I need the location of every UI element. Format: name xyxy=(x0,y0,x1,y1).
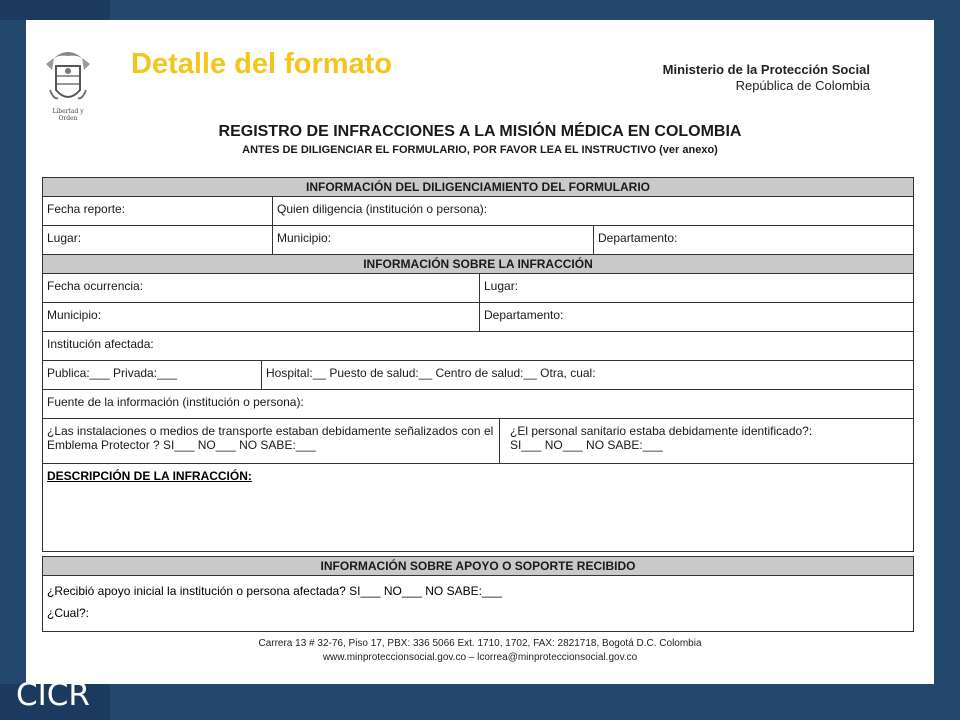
form-row xyxy=(42,274,914,303)
field-lugar: Lugar: xyxy=(47,231,82,245)
form-row xyxy=(42,226,914,255)
footer-web: www.minproteccionsocial.gov.co – lcorrea@minproteccionsocial.gov.co xyxy=(322,652,638,663)
form-row xyxy=(42,390,914,419)
field-institucion-afectada: Institución afectada: xyxy=(47,337,154,351)
form-row xyxy=(42,419,914,464)
field-departamento-infraccion: Departamento: xyxy=(479,303,913,331)
field-personal-identificado xyxy=(499,419,913,463)
field-municipio: Municipio: xyxy=(272,226,593,254)
personal-question: ¿El personal sanitario estaba debidamente identificado?: xyxy=(510,424,813,438)
form-row xyxy=(42,197,914,226)
form-row xyxy=(42,361,914,390)
cicr-logo-text: CICR xyxy=(16,677,90,713)
corner-shade-top xyxy=(0,0,110,20)
ministry-header xyxy=(663,62,870,94)
form-subtitle: ANTES DE DILIGENCIAR EL FORMULARIO, POR FAVOR LEA EL INSTRUCTIVO (ver anexo) xyxy=(242,144,718,156)
field-fecha-ocurrencia: Fecha ocurrencia: xyxy=(47,279,144,293)
field-instalaciones-senalizadas: ¿Las instalaciones o medios de transporte estaban debidamente señalizados con el Emblema Protector ? SI___ NO___ NO SABE:___ xyxy=(47,424,494,452)
field-fecha-reporte: Fecha reporte: xyxy=(47,202,126,216)
personal-options: SI___ NO___ NO SABE:___ xyxy=(510,438,663,452)
section-heading-apoyo: INFORMACIÓN SOBRE APOYO O SOPORTE RECIBIDO xyxy=(42,556,914,576)
field-departamento: Departamento: xyxy=(593,226,913,254)
field-apoyo-recibido xyxy=(42,576,914,632)
field-descripcion: DESCRIPCIÓN DE LA INFRACCIÓN: xyxy=(42,464,914,552)
ministry-name: Ministerio de la Protección Social xyxy=(662,62,870,77)
field-municipio-infraccion: Municipio: xyxy=(47,308,102,322)
field-fuente-informacion: Fuente de la información (institución o persona): xyxy=(47,395,304,409)
seal-caption: Libertad y Orden xyxy=(52,108,84,122)
footer-address: Carrera 13 # 32-76, Piso 17, PBX: 336 5066 Ext. 1710, 1702, FAX: 2821718, Bogotá D.C. Colombia xyxy=(258,638,702,649)
apoyo-cual: ¿Cual?: xyxy=(47,606,90,620)
apoyo-question: ¿Recibió apoyo inicial la institución o persona afectada? SI___ NO___ NO SABE:___ xyxy=(47,584,502,598)
form-image xyxy=(26,20,934,684)
form-title: REGISTRO DE INFRACCIONES A LA MISIÓN MÉDICA EN COLOMBIA xyxy=(218,123,742,140)
field-quien-diligencia: Quien diligencia (institución o persona): xyxy=(272,197,913,225)
infraction-form xyxy=(42,177,914,632)
field-lugar-infraccion: Lugar: xyxy=(479,274,913,302)
form-footer xyxy=(26,637,934,665)
field-publica-privada: Publica:___ Privada:___ xyxy=(47,366,178,380)
section-heading-diligenciamiento: INFORMACIÓN DEL DILIGENCIAMIENTO DEL FORMULARIO xyxy=(42,177,914,197)
section-heading-infraccion: INFORMACIÓN SOBRE LA INFRACCIÓN xyxy=(42,255,914,274)
field-tipo-institucion: Hospital:__ Puesto de salud:__ Centro de salud:__ Otra, cual: xyxy=(261,361,913,389)
republic-name: República de Colombia xyxy=(735,78,870,93)
form-row xyxy=(42,303,914,332)
slide-title: Detalle del formato xyxy=(131,48,393,80)
form-row xyxy=(42,332,914,361)
